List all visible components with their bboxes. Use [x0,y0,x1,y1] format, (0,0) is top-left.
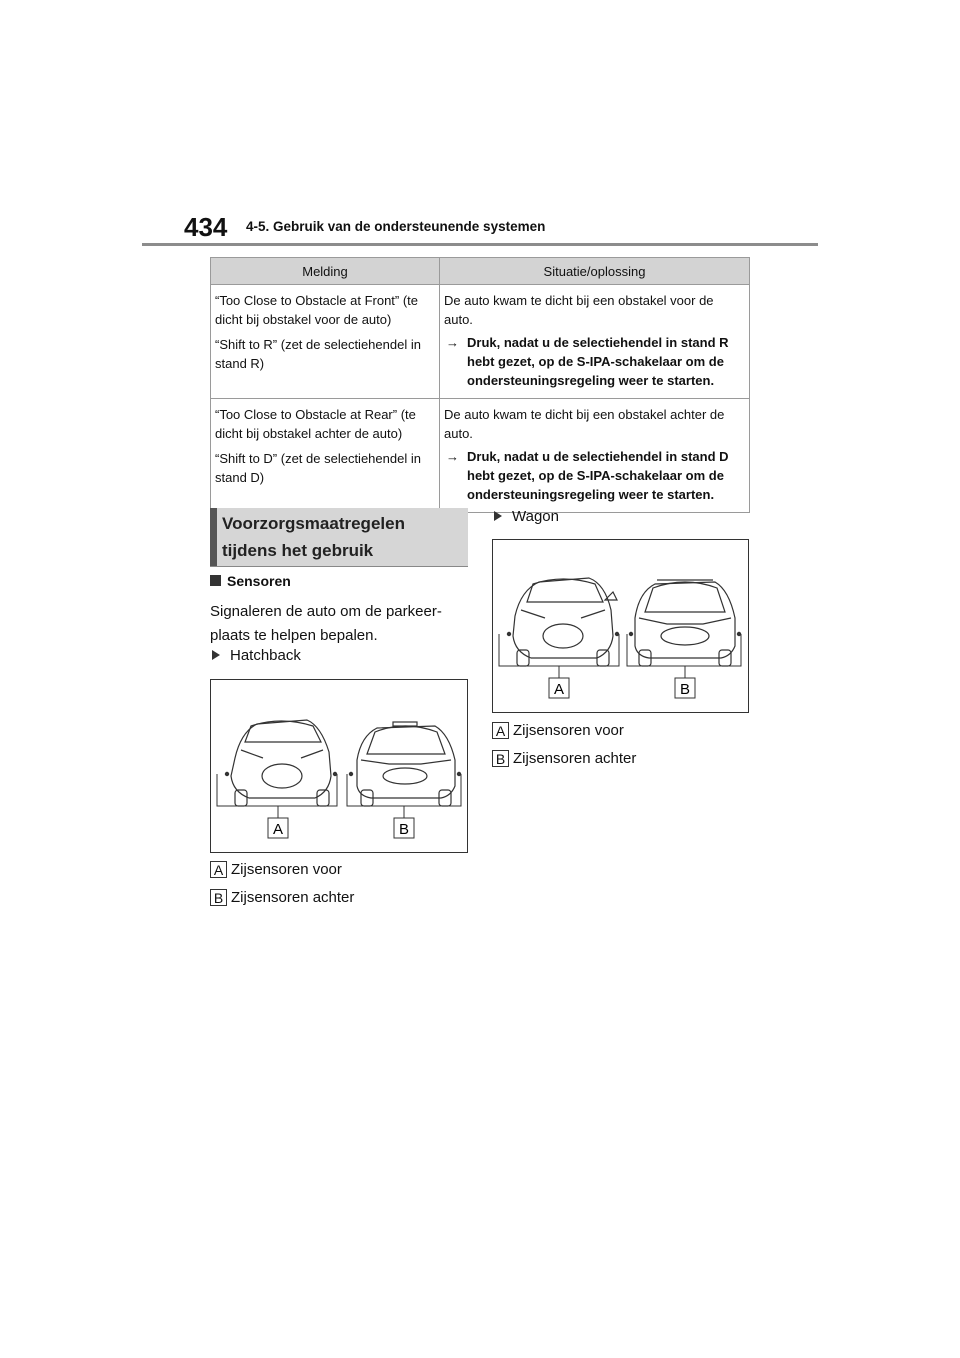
legend-text: Zijsensoren achter [513,750,637,767]
arrow-icon: → [446,449,459,464]
oplossing-line [444,333,745,390]
legend-text: Zijsensoren achter [231,889,355,906]
section-title: 4-5. Gebruik van de ondersteunende systemen [246,219,546,234]
callout-b-label: B [398,821,410,838]
legend-item [210,889,354,906]
square-bullet-icon [210,575,221,586]
precautions-rule [210,566,468,567]
arrow-icon: → [446,335,459,350]
table-row [211,399,750,513]
oplossing-text: Druk, nadat u de selectiehendel in stand D hebt gezet, op de S-IPA-schakelaar om de ondersteuningsregeling weer te starten. [467,449,729,502]
situatie-text: De auto kwam te dicht bij een obstakel voor de auto. [444,293,714,327]
callout-a-label: A [553,681,565,698]
sensors-heading-text: Sensoren [227,573,291,589]
precautions-title: Voorzorgsmaatregelen tijdens het gebruik [222,514,405,560]
sensors-description: Signaleren de auto om de parkeer- plaats te helpen bepalen. [210,603,442,644]
wagon-label [494,508,559,525]
legend-badge: A [492,722,509,739]
message-table [210,257,750,513]
melding-text: “Too Close to Obstacle at Front” (te dicht bij obstakel voor de auto) [215,293,419,327]
column-header-melding: Melding [211,258,440,285]
table-row [211,285,750,399]
melding-text: “Shift to D” (zet de selectiehendel in stand D) [215,451,421,485]
wagon-sensor-brackets [499,634,741,666]
wagon-rear-view [635,580,735,666]
oplossing-line [444,447,745,504]
triangle-bullet-icon [212,650,220,660]
callout-a-label: A [272,821,284,838]
legend-text: Zijsensoren voor [231,861,342,878]
hatchback-label [212,647,301,664]
hatchback-sensor-figure [210,679,468,853]
legend-badge: A [210,861,227,878]
wagon-front-view [513,578,617,666]
wagon-label-text: Wagon [512,508,559,525]
header-rule [142,243,818,246]
legend-item [210,861,342,878]
hatchback-illustration [211,680,467,852]
wagon-sensor-figure [492,539,749,713]
table-header-row [211,258,750,285]
sensor-dots [507,632,741,636]
legend-badge: B [210,889,227,906]
wagon-illustration [493,540,748,712]
situatie-cell [440,399,750,513]
hatchback-sensor-brackets [217,774,461,806]
triangle-bullet-icon [494,511,502,521]
hatchback-front-view [231,720,331,806]
legend-item [492,722,624,739]
sensors-heading [210,573,291,589]
melding-cell [211,285,440,399]
column-header-situatie: Situatie/oplossing [440,258,750,285]
hatchback-rear-view [357,722,455,806]
callout-b-label: B [679,681,691,698]
melding-text: “Shift to R” (zet de selectiehendel in stand R) [215,337,421,371]
legend-text: Zijsensoren voor [513,722,624,739]
situatie-text: De auto kwam te dicht bij een obstakel achter de auto. [444,407,725,441]
situatie-cell [440,285,750,399]
melding-cell [211,399,440,513]
legend-badge: B [492,750,509,767]
melding-text: “Too Close to Obstacle at Rear” (te dicht bij obstakel achter de auto) [215,407,416,441]
page-number: 434 [184,212,228,242]
legend-item [492,750,636,767]
oplossing-text: Druk, nadat u de selectiehendel in stand R hebt gezet, op de S-IPA-schakelaar om de ondersteuningsregeling weer te starten. [467,335,729,388]
hatchback-label-text: Hatchback [230,647,301,664]
